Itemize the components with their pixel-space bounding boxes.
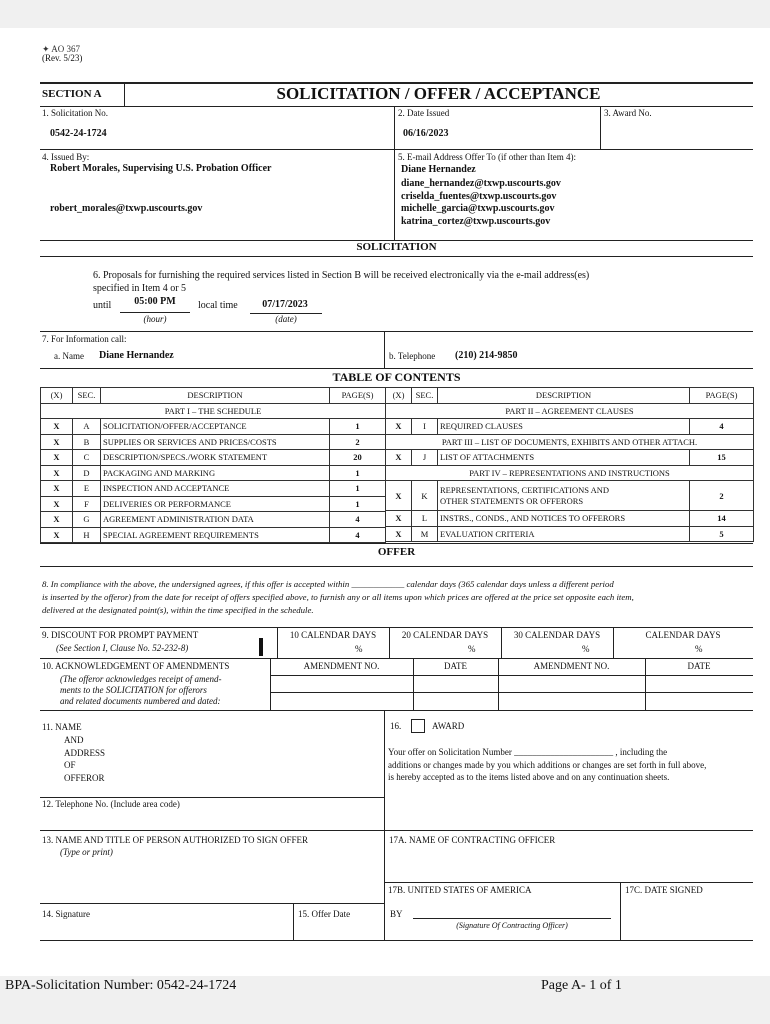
award-text: Your offer on Solicitation Number ______________________ , including the additions or changes made by you which additions or changes are set forth in full above, is hereby accepted as to the items listed above and on any continuation sheets.	[388, 747, 707, 782]
date-signed-label: 17C. DATE SIGNED	[625, 885, 703, 895]
discount-ref: (See Section I, Clause No. 52-232-8)	[56, 643, 189, 653]
toc-row: X L INSTRS., CONDS., AND NOTICES TO OFFERORS 14	[386, 511, 754, 527]
toc-heading: TABLE OF CONTENTS	[332, 370, 461, 384]
text-cursor	[259, 638, 263, 656]
email-to-name: Diane Hernandez	[401, 164, 476, 175]
receipt-date[interactable]: 07/17/2023	[262, 299, 308, 310]
toc-col-x: (X)	[41, 388, 73, 404]
toc-part-4: PART IV – REPRESENTATIONS AND INSTRUCTIONS	[386, 465, 754, 481]
toc-table-left	[40, 387, 386, 543]
issued-by-name: Robert Morales, Supervising U.S. Probation Officer	[50, 163, 272, 174]
toc-row: X M EVALUATION CRITERIA 5	[386, 526, 754, 542]
until-label: until	[93, 300, 112, 311]
toc-row: X J LIST OF ATTACHMENTS 15	[386, 450, 754, 466]
toc-row: X G AGREEMENT ADMINISTRATION DATA 4	[41, 512, 386, 528]
signature-caption: (Signature Of Contracting Officer)	[456, 921, 568, 930]
contact-telephone-label: b. Telephone	[389, 351, 436, 361]
award-no-label: 3. Award No.	[604, 108, 652, 118]
toc-part-1: PART I – THE SCHEDULE	[41, 403, 386, 419]
toc-row: X E INSPECTION AND ACCEPTANCE 1	[41, 481, 386, 497]
offer-text-2: is inserted by the offeror) from the date for receipt of offers specified above, to furnish any or all items upon which prices are offered at the price set opposite each item,	[42, 592, 634, 602]
toc-part-3: PART III – LIST OF DOCUMENTS, EXHIBITS AND OTHER ATTACH.	[386, 434, 754, 450]
discount-label: 9. DISCOUNT FOR PROMPT PAYMENT	[42, 630, 199, 640]
ack-text: (The offeror acknowledges receipt of amend- ments to the SOLICITATION for offerors and related documents numbered and dated:	[60, 674, 222, 706]
award-checkbox[interactable]	[411, 719, 425, 733]
toc-col-desc: DESCRIPTION	[101, 388, 330, 404]
amendment-no-header-2: AMENDMENT NO.	[533, 661, 610, 671]
solicitation-no: 0542-24-1724	[50, 128, 107, 139]
amendment-no-header: AMENDMENT NO.	[303, 661, 380, 671]
discount-10-days: 10 CALENDAR DAYS	[289, 630, 377, 640]
toc-col-sec: SEC.	[73, 388, 101, 404]
contact-name: Diane Hernandez	[99, 350, 174, 361]
toc-row: X D PACKAGING AND MARKING 1	[41, 465, 386, 481]
toc-row: X I REQUIRED CLAUSES 4	[386, 419, 754, 435]
form-title: SOLICITATION / OFFER / ACCEPTANCE	[276, 84, 601, 103]
toc-col-pages: PAGE(S)	[330, 388, 386, 404]
telephone-label: 12. Telephone No. (Include area code)	[42, 799, 180, 809]
email-address: katrina_cortez@txwp.uscourts.gov	[401, 215, 551, 227]
proposal-text: 6. Proposals for furnishing the required services listed in Section B will be received electronically via the e-mail address(es)	[93, 270, 590, 281]
signer-label: 13. NAME AND TITLE OF PERSON AUTHORIZED TO SIGN OFFER	[42, 835, 309, 845]
signer-sub: (Type or print)	[60, 847, 113, 857]
solicitation-heading: SOLICITATION	[356, 241, 437, 253]
receipt-hour[interactable]: 05:00 PM	[134, 296, 176, 307]
date-issued: 06/16/2023	[403, 128, 449, 139]
amendment-date-header-2: DATE	[687, 661, 711, 671]
offer-date-label: 15. Offer Date	[298, 909, 351, 919]
toc-table-right	[385, 387, 754, 542]
info-call-label: 7. For Information call:	[42, 334, 127, 344]
contracting-officer-label: 17A. NAME OF CONTRACTING OFFICER	[389, 835, 556, 845]
footer-solicitation-number: BPA-Solicitation Number: 0542-24-1724	[5, 978, 237, 993]
toc-row: X H SPECIAL AGREEMENT REQUIREMENTS 4	[41, 527, 386, 543]
form-revision: (Rev. 5/23)	[42, 53, 83, 63]
email-to-label: 5. E-mail Address Offer To (if other than Item 4):	[398, 152, 576, 162]
toc-row: X C DESCRIPTION/SPECS./WORK STATEMENT 20	[41, 450, 386, 466]
email-list	[401, 178, 561, 228]
amendment-date-header: DATE	[444, 661, 467, 671]
toc-row: X A SOLICITATION/OFFER/ACCEPTANCE 1	[41, 419, 386, 435]
toc-row: X K REPRESENTATIONS, CERTIFICATIONS AND OTHER STATEMENTS OR OFFERORS 2	[386, 481, 754, 511]
toc-row: X B SUPPLIES OR SERVICES AND PRICES/COSTS 2	[41, 434, 386, 450]
email-address: diane_hernandez@txwp.uscourts.gov	[401, 178, 561, 189]
solicitation-no-label: 1. Solicitation No.	[42, 108, 108, 118]
by-label: BY	[390, 909, 403, 919]
discount-10-pct[interactable]: %	[355, 644, 363, 654]
award-number-label: 16.	[390, 721, 402, 731]
discount-other-pct[interactable]: %	[695, 644, 703, 654]
email-address: criselda_fuentes@txwp.uscourts.gov	[401, 190, 557, 202]
contact-telephone: (210) 214-9850	[455, 350, 518, 361]
contact-name-label: a. Name	[54, 351, 84, 361]
toc-header-row	[41, 388, 386, 404]
date-issued-label: 2. Date Issued	[398, 108, 450, 118]
signature-label: 14. Signature	[42, 909, 90, 919]
local-time-label: local time	[198, 300, 238, 311]
offer-heading: OFFER	[377, 546, 416, 558]
discount-30-pct[interactable]: %	[582, 644, 590, 654]
discount-other-days: CALENDAR DAYS	[645, 630, 721, 640]
offeror-name-address-label: 11. NAME AND ADDRESS OF OFFEROR	[42, 722, 106, 784]
date-caption: (date)	[275, 314, 297, 324]
issued-by-label: 4. Issued By:	[42, 152, 90, 162]
discount-20-pct[interactable]: %	[468, 644, 476, 654]
discount-30-days: 30 CALENDAR DAYS	[513, 630, 601, 640]
footer-page-number: Page A- 1 of 1	[541, 978, 622, 993]
award-label: AWARD	[432, 721, 465, 731]
form-number: ✦ AO 367	[42, 44, 81, 54]
email-address: michelle_garcia@txwp.uscourts.gov	[401, 203, 555, 214]
toc-header-row: (X) SEC. DESCRIPTION PAGE(S)	[386, 388, 754, 404]
issued-by-email: robert_morales@txwp.uscourts.gov	[50, 203, 203, 214]
usa-label: 17B. UNITED STATES OF AMERICA	[388, 885, 532, 895]
offer-text-3: delivered at the designated point(s), within the time specified in the schedule.	[42, 605, 314, 615]
offer-text: 8. In compliance with the above, the undersigned agrees, if this offer is accepted within ____________ calendar days (365 calendar days unless a different period	[42, 579, 614, 589]
hour-caption: (hour)	[143, 314, 167, 324]
toc-part-2: PART II – AGREEMENT CLAUSES	[386, 403, 754, 419]
toc-row: X F DELIVERIES OR PERFORMANCE 1	[41, 496, 386, 512]
section-label: SECTION A	[42, 88, 102, 100]
discount-20-days: 20 CALENDAR DAYS	[401, 630, 489, 640]
proposal-text-2: specified in Item 4 or 5	[93, 283, 187, 294]
ack-label: 10. ACKNOWLEDGEMENT OF AMENDMENTS	[42, 661, 230, 671]
